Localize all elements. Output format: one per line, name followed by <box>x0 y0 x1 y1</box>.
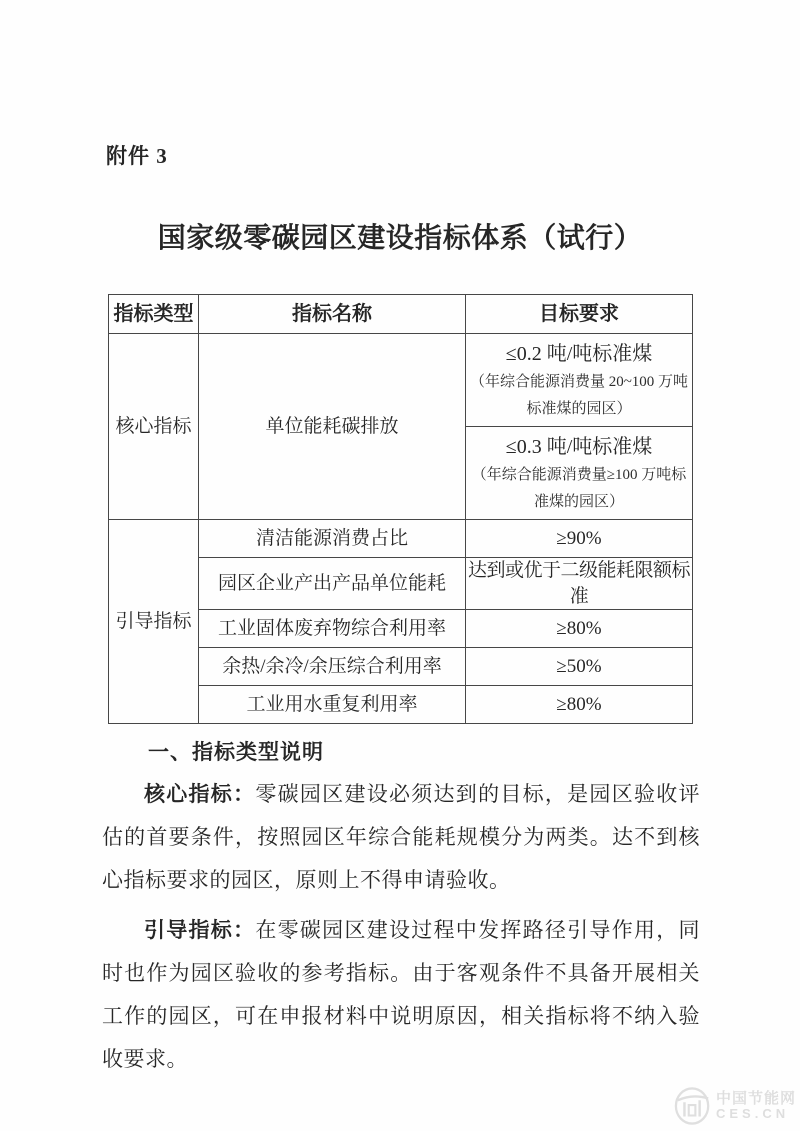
watermark-site-name: 中国节能网 <box>715 1089 796 1107</box>
cell-core-target-2 <box>466 427 693 520</box>
cell-guiding-name-1: 清洁能源消费占比 <box>199 520 466 558</box>
cell-guiding-type: 引导指标 <box>109 520 199 724</box>
watermark-site-domain: CES.CN <box>715 1106 790 1122</box>
cell-guiding-target-4: ≥50% <box>466 648 693 686</box>
core-target-2-value: ≤0.3 吨/吨标准煤 <box>505 436 653 458</box>
section-heading: 一、指标类型说明 <box>148 740 324 765</box>
page-title: 国家级零碳园区建设指标体系（试行） <box>157 223 643 254</box>
col-header-indicator-type: 指标类型 <box>109 295 199 334</box>
cell-guiding-target-2: 达到或优于二级能耗限额标准 <box>466 558 693 610</box>
watermark <box>674 1086 796 1126</box>
table-header-row <box>109 295 693 334</box>
watermark-text <box>716 1091 796 1122</box>
note-guiding-body: 在零碳园区建设过程中发挥路径引导作用，同时也作为园区验收的参考指标。由于客观条件不具备开展相关工作的园区，可在申报材料中说明原因，相关指标将不纳入验收要求。 <box>102 918 701 1072</box>
cell-core-target-1 <box>466 334 693 427</box>
cell-guiding-name-3: 工业固体废弃物综合利用率 <box>199 610 466 648</box>
cell-core-indicator-name: 单位能耗碳排放 <box>199 334 466 520</box>
core-target-1-note: （年综合能源消费量 20~100 万吨标准煤的园区） <box>469 374 689 417</box>
note-core-body: 零碳园区建设必须达到的目标，是园区验收评估的首要条件，按照园区年综合能耗规模分为两类。达不到核心指标要求的园区，原则上不得申请验收。 <box>102 782 701 893</box>
core-target-1-value: ≤0.2 吨/吨标准煤 <box>505 343 653 365</box>
cell-guiding-name-5: 工业用水重复利用率 <box>199 686 466 724</box>
table-row <box>109 520 693 558</box>
core-target-2-note: （年综合能源消费量≥100 万吨标准煤的园区） <box>471 467 687 510</box>
cell-guiding-target-5: ≥80% <box>466 686 693 724</box>
cell-guiding-target-3: ≥80% <box>466 610 693 648</box>
cell-guiding-name-4: 余热/余冷/余压综合利用率 <box>199 648 466 686</box>
note-guiding-lead: 引导指标： <box>144 918 256 943</box>
note-paragraph-guiding <box>102 909 700 1081</box>
note-paragraph-core <box>102 773 700 902</box>
note-core-lead: 核心指标： <box>144 782 256 807</box>
cell-guiding-target-1: ≥90% <box>466 520 693 558</box>
cell-core-type: 核心指标 <box>109 334 199 520</box>
table-row <box>109 334 693 427</box>
attachment-label: 附件 3 <box>106 144 168 168</box>
ces-logo-icon <box>674 1086 712 1126</box>
col-header-target-requirement: 目标要求 <box>466 295 693 334</box>
cell-guiding-name-2: 园区企业产出产品单位能耗 <box>199 558 466 610</box>
indicator-table <box>108 294 693 724</box>
col-header-indicator-name: 指标名称 <box>199 295 466 334</box>
